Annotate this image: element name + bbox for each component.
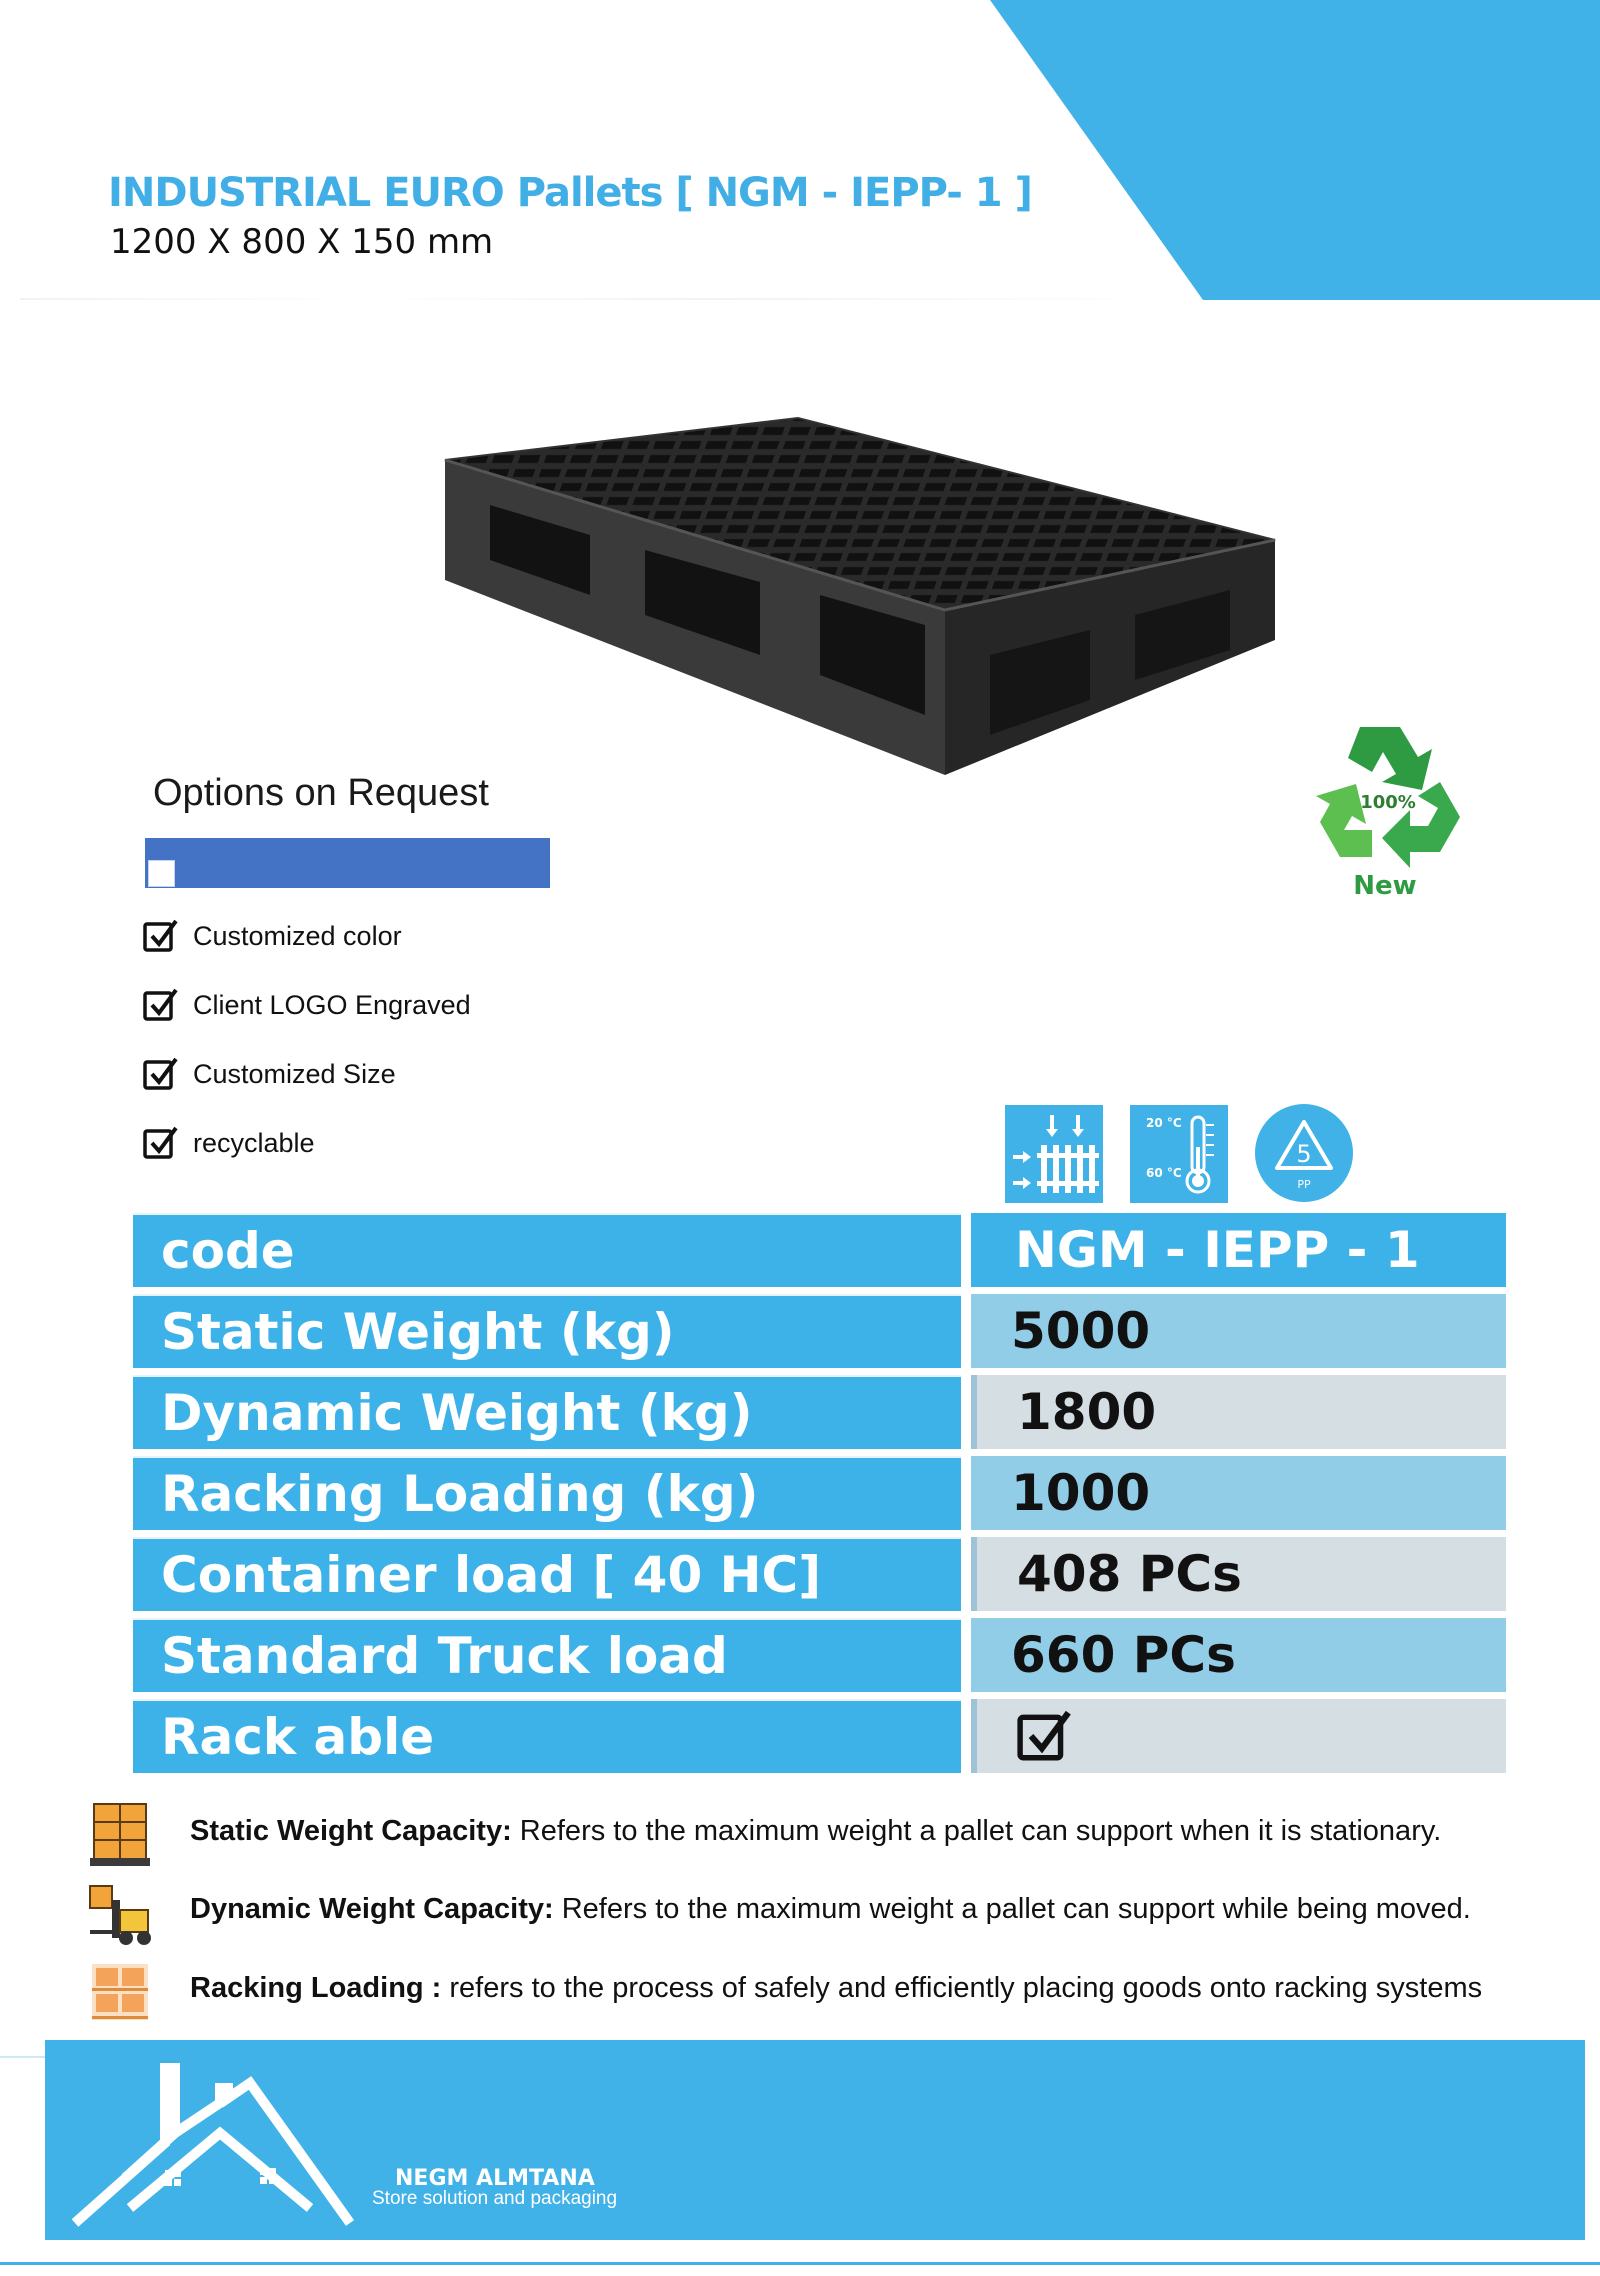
stacked-boxes-icon xyxy=(86,1800,154,1868)
definition-term: Racking Loading : xyxy=(190,1972,442,2004)
pp-recycle-code-icon xyxy=(1253,1102,1355,1204)
spec-value: 408 PCs xyxy=(971,1537,1506,1611)
spec-value: 1800 xyxy=(971,1375,1506,1449)
spec-label: Dynamic Weight (kg) xyxy=(133,1375,961,1449)
option-item xyxy=(143,918,402,954)
options-bar xyxy=(145,838,550,888)
forklift-icon xyxy=(86,1880,154,1948)
definition-static xyxy=(190,1815,1441,1848)
spec-table xyxy=(133,1213,1506,1780)
option-item xyxy=(143,987,471,1023)
checkbox-checked-icon xyxy=(143,987,179,1023)
option-label: Customized color xyxy=(193,920,402,951)
checkbox-checked-icon xyxy=(143,918,179,954)
table-row xyxy=(133,1456,1506,1537)
spec-value: NGM - IEPP - 1 xyxy=(971,1213,1506,1287)
footer-bottom-line xyxy=(0,2262,1600,2265)
spec-label: Racking Loading (kg) xyxy=(133,1456,961,1530)
spec-value: 5000 xyxy=(971,1294,1506,1368)
racking-icon xyxy=(86,1958,154,2026)
pallet-image xyxy=(430,410,1280,790)
definition-text: Refers to the maximum weight a pallet can support when it is stationary. xyxy=(511,1815,1442,1847)
temp-high-label: 20 °C xyxy=(1146,1116,1182,1130)
options-bar-checkbox xyxy=(148,860,175,887)
option-label: recyclable xyxy=(193,1127,315,1158)
footer-thin-line xyxy=(0,2056,45,2058)
company-logo-icon xyxy=(70,2058,370,2228)
spec-label: Rack able xyxy=(133,1699,961,1773)
product-dimensions: 1200 X 800 X 150 mm xyxy=(110,222,494,262)
recycle-badge-icon xyxy=(1300,712,1470,902)
table-row xyxy=(133,1699,1506,1780)
footer-brand-name: NEGM ALMTANA xyxy=(395,2166,595,2191)
recycle-percent: 100% xyxy=(1360,792,1416,813)
checkbox-checked-icon xyxy=(143,1056,179,1092)
spec-value: 660 PCs xyxy=(971,1618,1506,1692)
table-row xyxy=(133,1375,1506,1456)
header-divider xyxy=(20,298,1170,300)
product-title: INDUSTRIAL EURO Pallets [ NGM - IEPP- 1 ] xyxy=(108,170,1032,216)
header-corner-shape xyxy=(0,0,1600,310)
option-item xyxy=(143,1125,315,1161)
spec-label: code xyxy=(133,1213,961,1287)
recycle-code-number: 5 xyxy=(1296,1140,1312,1168)
recycle-new-label: New xyxy=(1353,871,1417,901)
spec-label: Static Weight (kg) xyxy=(133,1294,961,1368)
definition-term: Dynamic Weight Capacity: xyxy=(190,1893,554,1925)
material-label: PP xyxy=(1297,1178,1311,1191)
temperature-range-icon xyxy=(1130,1105,1228,1203)
options-title: Options on Request xyxy=(153,772,489,814)
footer-tagline: Store solution and packaging xyxy=(372,2188,618,2209)
option-label: Customized Size xyxy=(193,1058,396,1089)
table-row xyxy=(133,1537,1506,1618)
option-label: Client LOGO Engraved xyxy=(193,989,471,1020)
definition-text: Refers to the maximum weight a pallet can support while being moved. xyxy=(553,1893,1471,1925)
definition-dynamic xyxy=(190,1893,1471,1926)
table-row xyxy=(133,1618,1506,1699)
table-row xyxy=(133,1294,1506,1375)
load-direction-icon xyxy=(1005,1105,1103,1203)
spec-value: 1000 xyxy=(971,1456,1506,1530)
checkbox-checked-icon xyxy=(143,1125,179,1161)
spec-label: Standard Truck load xyxy=(133,1618,961,1692)
table-row xyxy=(133,1213,1506,1294)
definition-term: Static Weight Capacity: xyxy=(190,1815,512,1847)
spec-label: Container load [ 40 HC] xyxy=(133,1537,961,1611)
definition-racking xyxy=(190,1972,1482,2005)
option-item xyxy=(143,1056,396,1092)
definition-text: refers to the process of safely and efficiently placing goods onto racking systems xyxy=(441,1972,1483,2004)
temp-low-label: 60 °C xyxy=(1146,1166,1182,1180)
checkbox-checked-icon xyxy=(1017,1708,1073,1764)
spec-value-rackable xyxy=(971,1699,1506,1773)
